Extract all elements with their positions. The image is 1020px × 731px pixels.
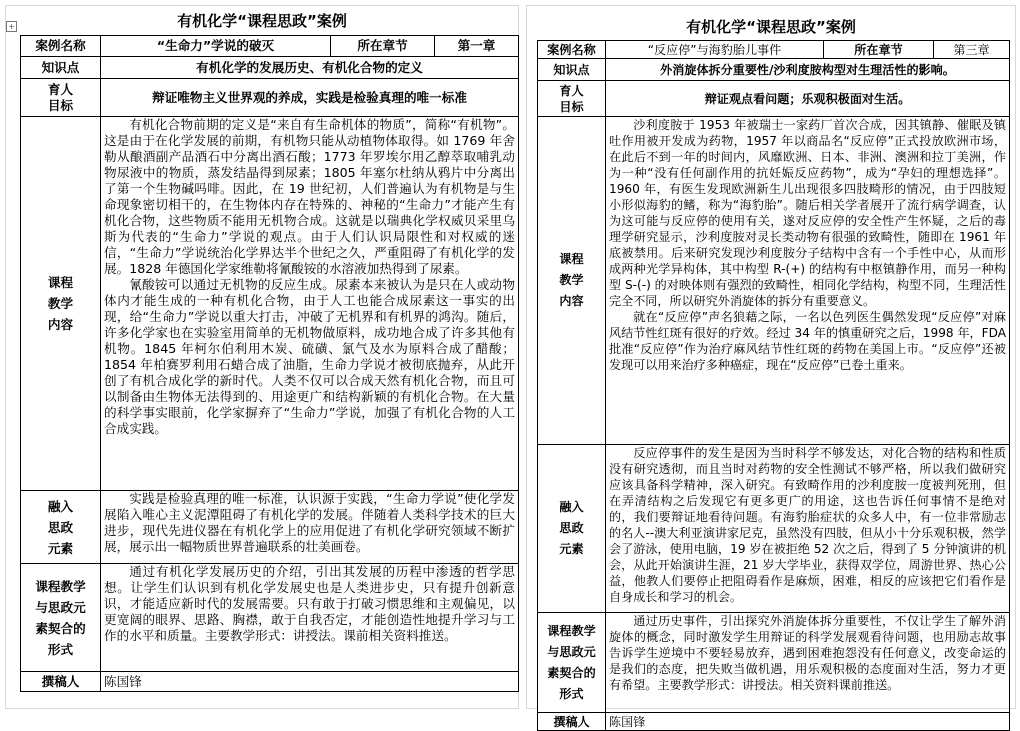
integrate-label-line: 思政 [47, 519, 74, 535]
goal-value: 辩证观点看问题；乐观积极面对生活。 [606, 81, 1010, 117]
content-label-line: 教学 [47, 296, 74, 311]
combine-label-line: 课程教学 [35, 578, 86, 594]
combine-label [21, 564, 101, 672]
integrate-label-line: 思政 [559, 521, 584, 535]
combine-paragraph: 通过有机化学发展历史的介绍，引出其发展的历程中渗透的哲学思想。让学生们认识到有机化学发展史也是人类进步史，只有提升创新意识，才能适应新时代的发展需要。只有敢于打破习惯思维和主观偏见，以更宽阔的眼界、思路、胸襟，敢于自我否定，才能创造性地提升学习与工作的水平和质量。主要教学形式：讲授法。课前相关资料推送。 [104, 564, 515, 643]
integrate-row [538, 445, 1010, 613]
integrate-label [21, 491, 101, 564]
chapter-value: 第三章 [934, 41, 1010, 59]
combine-row [538, 613, 1010, 713]
integrate-label-line: 元素 [47, 540, 74, 556]
knowledge-row [538, 59, 1010, 81]
combine-label-line: 形式 [47, 641, 74, 657]
combine-text [606, 613, 1010, 713]
combine-label-line: 课程教学 [547, 623, 596, 638]
chapter-label: 所在章节 [824, 41, 934, 59]
combine-label-line: 与思政元 [547, 644, 596, 659]
goal-label [538, 81, 606, 117]
combine-label-line: 与思政元 [35, 599, 86, 615]
chapter-value: 第一章 [435, 36, 519, 57]
content-label [21, 117, 101, 491]
case-name-value: “反应停”与海豹胎儿事件 [606, 41, 824, 59]
content-label [538, 117, 606, 445]
case-name-label: 案例名称 [21, 36, 101, 57]
author-label: 撰稿人 [21, 672, 101, 692]
goal-row [538, 81, 1010, 117]
content-label-line: 课程 [559, 252, 584, 266]
goal-label-line: 目标 [47, 97, 74, 113]
integrate-text [101, 491, 519, 564]
content-paragraph: 沙利度胺于 1953 年被瑞士一家药厂首次合成，因其镇静、催眠及镇吐作用被开发成为药物，1957 年以商品名“反应停”正式投放欧洲市场，在此后不到一年的时间内，风靡欧洲、日本、非洲、澳洲和拉丁美洲，作为一种“没有任何副作用的抗妊娠反应药物”，成为“孕妇的理想选择”。1960 年，有医生发现欧洲新生儿出现很多四肢畸形的情况，由于四肢短小形似海豹的鳍，称为“海豹胎”。随后相关学者展开了流行病学调查，认为这可能与反应停的使用有关，遂对反应停的安全性产生怀疑，之后的毒理学研究显示，沙利度胺对灵长类动物有很强的致畸性，随即在 1961 年底被禁用。后来研究发现沙利度胺分子结构中含有一个手性中心，从而形成两种光学异构体，其中构型 R-(+) 的结构有中枢镇静作用，而另一种构型 S-(-) 的对映体则有强烈的致畸性，相同化学结构，构型不同，生理活性完全不同，所以研究外消旋体的拆分有重要意义。 [609, 118, 1006, 308]
combine-label-line: 素契合的 [35, 620, 86, 636]
case-name-row [538, 41, 1010, 59]
knowledge-value: 有机化学的发展历史、有机化合物的定义 [101, 57, 519, 79]
combine-paragraph: 通过历史事件，引出探究外消旋体拆分重要性，不仅让学生了解外消旋体的概念，同时激发学生用辩证的科学发展观看待问题，也用励志故事告诉学生逆境中不要轻易放弃，遇到困难抱怨没有任何意义，改变命运的是我们的态度，把失败当做机遇，用乐观积极的态度面对生活，努力才更有希望。主要教学形式：讲授法。相关资料课前推送。 [609, 614, 1006, 692]
knowledge-label: 知识点 [538, 59, 606, 81]
author-value: 陈国锋 [606, 713, 1010, 731]
author-label: 撰稿人 [538, 713, 606, 731]
combine-text [101, 564, 519, 672]
case-name-row [21, 36, 519, 57]
author-row [21, 672, 519, 692]
content-paragraph: 氰酸铵可以通过无机物的反应生成。尿素本来被认为是只在人或动物体内才能生成的一种有机化合物，由于人工也能合成尿素这一事实的出现，给“生命力”学说以重大打击，冲破了无机界和有机界的鸿沟。随后，许多化学家也在实验室用简单的无机物做原料，成功地合成了许多其他有机物。1845 年柯尔伯利用木炭、硫磺、氯气及水为原料合成了醋酸；1854 年柏赛罗利用石蜡合成了油脂，生命力学说才被彻底抛弃，从此开创了有机合成化学的新时代。人类不仅可以合成天然有机化合物，而且可以制备由生物体无法得到的、用途更广和结构新颖的有机化合物。在大量的科学事实眼前，化学家摒弃了“生命力”学说，加强了有机化合物的人工合成实践。 [104, 277, 515, 436]
integrate-paragraph: 实践是检验真理的唯一标准，认识源于实践，“生命力学说”使化学发展陷入唯心主义泥潭阻碍了有机化学的发展。伴随着人类科学技术的巨大进步，现代先进仪器在有机化学上的应用促进了有机化学研究领域不断扩展，展示出一幅物质世界普遍联系的壮美画卷。 [104, 491, 515, 554]
integrate-paragraph: 反应停事件的发生是因为当时科学不够发达，对化合物的结构和性质没有研究透彻，而且当时对药物的安全性测试不够严格，所以我们做研究应该具备科学精神，深入研究。有致畸作用的沙利度胺一度被判死刑，但在弄清结构之后发现它有更多更广的用途，这也告诉任何事情不是绝对的，我们要辩证地看待问题。有海豹胎症状的众多人中，有一位非常励志的名人--澳大利亚演讲家尼克，虽然没有四肢，但从小十分乐观积极，然学会了游泳，使用电脑，19 岁在被拒绝 52 次之后，得到了 5 分钟演讲的机会，从此开始演讲生涯，21 岁大学毕业，获得双学位，周游世界、热心公益，他教人们要停止把阻碍看作是麻烦，困难，相反的应该把它们看作是自身成长和学习的机会。 [609, 446, 1006, 604]
integrate-label-line: 融入 [559, 500, 584, 514]
content-row [21, 117, 519, 491]
integrate-label-line: 元素 [559, 542, 584, 556]
integrate-label-line: 融入 [47, 498, 74, 514]
knowledge-label: 知识点 [21, 57, 101, 79]
goal-row [21, 79, 519, 117]
content-label-line: 教学 [559, 273, 584, 287]
chapter-label: 所在章节 [331, 36, 435, 57]
combine-label-line: 形式 [559, 686, 584, 701]
goal-label [21, 79, 101, 117]
content-label-line: 课程 [47, 275, 74, 290]
page-title: 有机化学“课程思政”案例 [177, 12, 347, 30]
case-table [20, 35, 519, 692]
content-row [538, 117, 1010, 445]
goal-label-line: 目标 [559, 99, 584, 114]
right-document-page [527, 6, 1015, 729]
combine-row [21, 564, 519, 672]
combine-label [538, 613, 606, 713]
content-paragraph: 就在“反应停”声名狼藉之际，一名以色列医生偶然发现“反应停”对麻风结节性红斑有很好的疗效。经过 34 年的慎重研究之后，1998 年，FDA 批准“反应停”作为治疗麻风结节性红斑的药物在美国上市。“反应停”还被发现可以用来治疗多种癌症，现在“反应停”已卷土重来。 [609, 310, 1006, 372]
knowledge-row [21, 57, 519, 79]
case-table [537, 40, 1010, 731]
integrate-row [21, 491, 519, 564]
case-name-value: “生命力”学说的破灭 [101, 36, 331, 57]
content-text [606, 117, 1010, 445]
table-move-handle-icon[interactable]: + [6, 21, 17, 32]
goal-value: 辩证唯物主义世界观的养成，实践是检验真理的唯一标准 [101, 79, 519, 117]
integrate-text [606, 445, 1010, 613]
content-paragraph: 有机化合物前期的定义是“来自有生命机体的物质”，简称“有机物”。这是由于在化学发展的前期，有机物只能从动植物体取得。如 1769 年舍勒从酿酒副产品酒石中分离出酒石酸；1773 年罗埃尔用乙醇萃取哺乳动物尿液中的物质，蒸发结晶得到尿素；1805 年塞尔杜纳从鸦片中分离出了第一个生物碱吗啡。因此，在 19 世纪初，人们普遍认为有机物是与生命现象密切相干的，在生物体内存在特殊的、神秘的“生命力”才能产生有机化合物，这些物质不能用无机物合成。这就是以瑞典化学权威贝采里乌斯为代表的“生命力”学说的观点。由于人们认识局限性和对权威的迷信，“生命力”学说统治化学界达半个世纪之久，严重阻碍了有机化学的发展。1828 年德国化学家维勒将氰酸铵的水溶液加热得到了尿素。 [104, 117, 515, 276]
page-title: 有机化学“课程思政”案例 [686, 18, 856, 36]
integrate-label [538, 445, 606, 613]
goal-label-line: 育人 [47, 81, 74, 97]
author-row [538, 713, 1010, 731]
goal-label-line: 育人 [559, 83, 584, 98]
case-name-label: 案例名称 [538, 41, 606, 59]
combine-label-line: 素契合的 [547, 665, 596, 680]
left-document-page [6, 6, 518, 708]
content-label-line: 内容 [47, 317, 74, 332]
knowledge-value: 外消旋体拆分重要性/沙利度胺构型对生理活性的影响。 [606, 59, 1010, 81]
content-label-line: 内容 [559, 294, 584, 308]
content-text [101, 117, 519, 491]
author-value: 陈国锋 [101, 672, 519, 692]
